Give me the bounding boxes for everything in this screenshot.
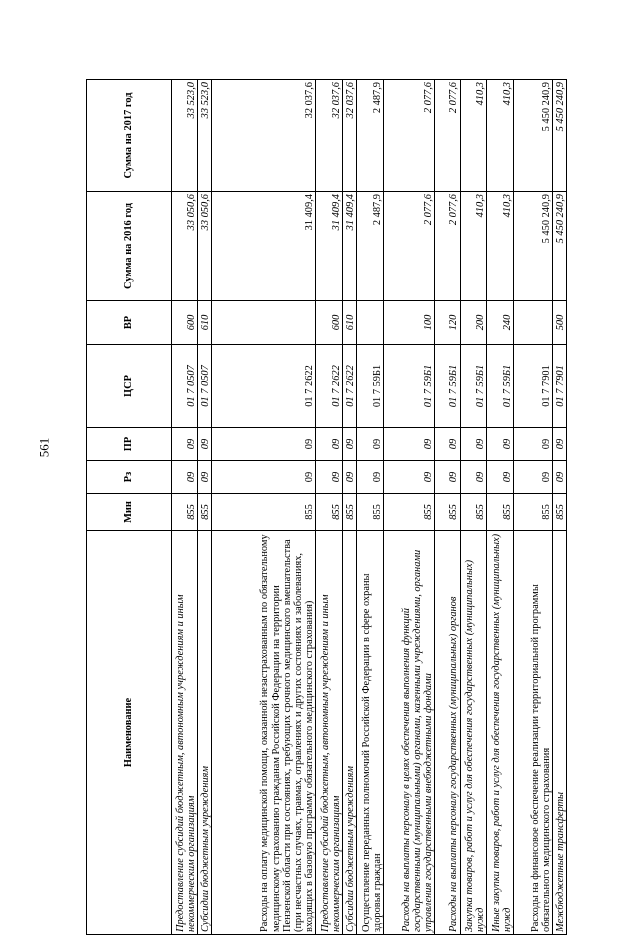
cell-sum2016: 33 050,6 [198, 192, 212, 301]
cell-vr [212, 301, 316, 345]
cell-min: 855 [435, 494, 460, 531]
cell-sum2016: 31 409,4 [316, 192, 343, 301]
cell-sum2017: 32 037,6 [343, 80, 357, 192]
cell-rz: 09 [552, 461, 566, 494]
cell-sum2016: 31 409,4 [212, 192, 316, 301]
cell-vr: 600 [316, 301, 343, 345]
cell-vr [357, 301, 384, 345]
cell-csr: 01 7 2622 [316, 345, 343, 428]
cell-vr: 610 [343, 301, 357, 345]
cell-min: 855 [514, 494, 553, 531]
cell-name: Расходы на оплату медицинской помощи, оказанной незастрахованным по обязательному медицинскому страхованию гражданам Российской Федерации на территории Пензенской области при состояниях, требующих срочного медицинского вмешательства (при несчастных случаях, травмах, отравлениях и других состояниях и заболеваниях, входящих в базовую программу обязательного медицинского страхования) [212, 531, 316, 935]
cell-pr: 09 [198, 428, 212, 461]
table-row [198, 80, 212, 935]
cell-name: Закупка товаров, работ и услуг для обеспечения государственных (муниципальных) нужд [460, 531, 487, 935]
cell-pr: 09 [460, 428, 487, 461]
cell-rz: 09 [383, 461, 434, 494]
cell-csr: 01 7 59Б1 [357, 345, 384, 428]
cell-rz: 09 [514, 461, 553, 494]
cell-csr: 01 7 59Б1 [487, 345, 514, 428]
cell-sum2017: 5 450 240,9 [514, 80, 553, 192]
cell-csr: 01 7 2622 [212, 345, 316, 428]
cell-min: 855 [316, 494, 343, 531]
cell-sum2016: 2 077,6 [435, 192, 460, 301]
header-min: Мин [87, 494, 172, 531]
budget-table [86, 79, 567, 935]
table-row [435, 80, 460, 935]
cell-pr: 09 [552, 428, 566, 461]
cell-name: Расходы на выплаты персоналу в целях обеспечения выполнения функций государственными (муниципальными) органами, казенными учреждениями, органами управления государственными внебюджетными фондами [383, 531, 434, 935]
cell-vr: 100 [383, 301, 434, 345]
cell-sum2016: 2 077,6 [383, 192, 434, 301]
table-row [171, 80, 198, 935]
cell-pr: 09 [212, 428, 316, 461]
cell-rz: 09 [460, 461, 487, 494]
cell-rz: 09 [198, 461, 212, 494]
cell-vr: 120 [435, 301, 460, 345]
table-row [514, 80, 553, 935]
cell-rz: 09 [435, 461, 460, 494]
cell-sum2016: 410,3 [460, 192, 487, 301]
cell-min: 855 [171, 494, 198, 531]
cell-pr: 09 [383, 428, 434, 461]
cell-pr: 09 [171, 428, 198, 461]
cell-min: 855 [212, 494, 316, 531]
cell-csr: 01 7 7901 [514, 345, 553, 428]
table-row [552, 80, 566, 935]
cell-csr: 01 7 7901 [552, 345, 566, 428]
cell-sum2017: 410,3 [487, 80, 514, 192]
cell-sum2017: 410,3 [460, 80, 487, 192]
cell-pr: 09 [435, 428, 460, 461]
cell-pr: 09 [357, 428, 384, 461]
cell-sum2016: 5 450 240,9 [552, 192, 566, 301]
cell-name: Иные закупки товаров, работ и услуг для обеспечения государственных (муниципальных) нужд [487, 531, 514, 935]
cell-min: 855 [198, 494, 212, 531]
cell-sum2017: 2 077,6 [383, 80, 434, 192]
header-csr: ЦСР [87, 345, 172, 428]
cell-csr: 01 7 59Б1 [383, 345, 434, 428]
cell-rz: 09 [343, 461, 357, 494]
table-row [316, 80, 343, 935]
cell-sum2017: 5 450 240,9 [552, 80, 566, 192]
header-pr: ПР [87, 428, 172, 461]
cell-min: 855 [357, 494, 384, 531]
cell-csr: 01 7 0507 [198, 345, 212, 428]
cell-pr: 09 [343, 428, 357, 461]
cell-sum2017: 32 037,6 [212, 80, 316, 192]
table-header-row [87, 80, 172, 935]
cell-vr: 200 [460, 301, 487, 345]
cell-vr: 610 [198, 301, 212, 345]
cell-name: Расходы на финансовое обеспечение реализации территориальной программы обязательного медицинского страхования [514, 531, 553, 935]
cell-name: Субсидии бюджетным учреждениям [343, 531, 357, 935]
cell-pr: 09 [487, 428, 514, 461]
cell-name: Субсидии бюджетным учреждениям [198, 531, 212, 935]
cell-name: Расходы на выплаты персоналу государственных (муниципальных) органов [435, 531, 460, 935]
cell-name: Осуществление переданных полномочий Российской Федерации в сфере охраны здоровья граждан [357, 531, 384, 935]
cell-sum2017: 2 077,6 [435, 80, 460, 192]
cell-min: 855 [343, 494, 357, 531]
cell-rz: 09 [487, 461, 514, 494]
cell-min: 855 [460, 494, 487, 531]
budget-table-rotated [86, 80, 567, 935]
cell-rz: 09 [212, 461, 316, 494]
table-row [383, 80, 434, 935]
cell-csr: 01 7 59Б1 [435, 345, 460, 428]
cell-sum2016: 31 409,4 [343, 192, 357, 301]
cell-name: Межбюджетные трансферты [552, 531, 566, 935]
cell-sum2016: 410,3 [487, 192, 514, 301]
cell-sum2017: 2 487,9 [357, 80, 384, 192]
cell-vr: 240 [487, 301, 514, 345]
cell-name: Предоставление субсидий бюджетным, автономным учреждениям и иным некоммерческим организациям [171, 531, 198, 935]
cell-csr: 01 7 0507 [171, 345, 198, 428]
table-row [343, 80, 357, 935]
cell-csr: 01 7 59Б1 [460, 345, 487, 428]
cell-pr: 09 [316, 428, 343, 461]
cell-sum2016: 2 487,9 [357, 192, 384, 301]
page-number: 561 [36, 437, 52, 458]
cell-name: Предоставление субсидий бюджетным, автономным учреждениям и иным некоммерческим организациям [316, 531, 343, 935]
cell-min: 855 [383, 494, 434, 531]
cell-sum2016: 5 450 240,9 [514, 192, 553, 301]
cell-rz: 09 [171, 461, 198, 494]
cell-sum2016: 33 050,6 [171, 192, 198, 301]
table-row [212, 80, 316, 935]
cell-rz: 09 [357, 461, 384, 494]
cell-vr: 600 [171, 301, 198, 345]
cell-min: 855 [487, 494, 514, 531]
cell-sum2017: 33 523,0 [171, 80, 198, 192]
cell-sum2017: 33 523,0 [198, 80, 212, 192]
table-row [357, 80, 384, 935]
header-vr: ВР [87, 301, 172, 345]
header-name: Наименование [87, 531, 172, 935]
cell-vr: 500 [552, 301, 566, 345]
cell-pr: 09 [514, 428, 553, 461]
table-body [87, 80, 567, 935]
header-rz: Рз [87, 461, 172, 494]
cell-rz: 09 [316, 461, 343, 494]
cell-csr: 01 7 2622 [343, 345, 357, 428]
cell-sum2017: 32 037,6 [316, 80, 343, 192]
cell-vr [514, 301, 553, 345]
table-row [460, 80, 487, 935]
table-row [487, 80, 514, 935]
cell-min: 855 [552, 494, 566, 531]
header-sum-2016: Сумма на 2016 год [87, 192, 172, 301]
header-sum-2017: Сумма на 2017 год [87, 80, 172, 192]
